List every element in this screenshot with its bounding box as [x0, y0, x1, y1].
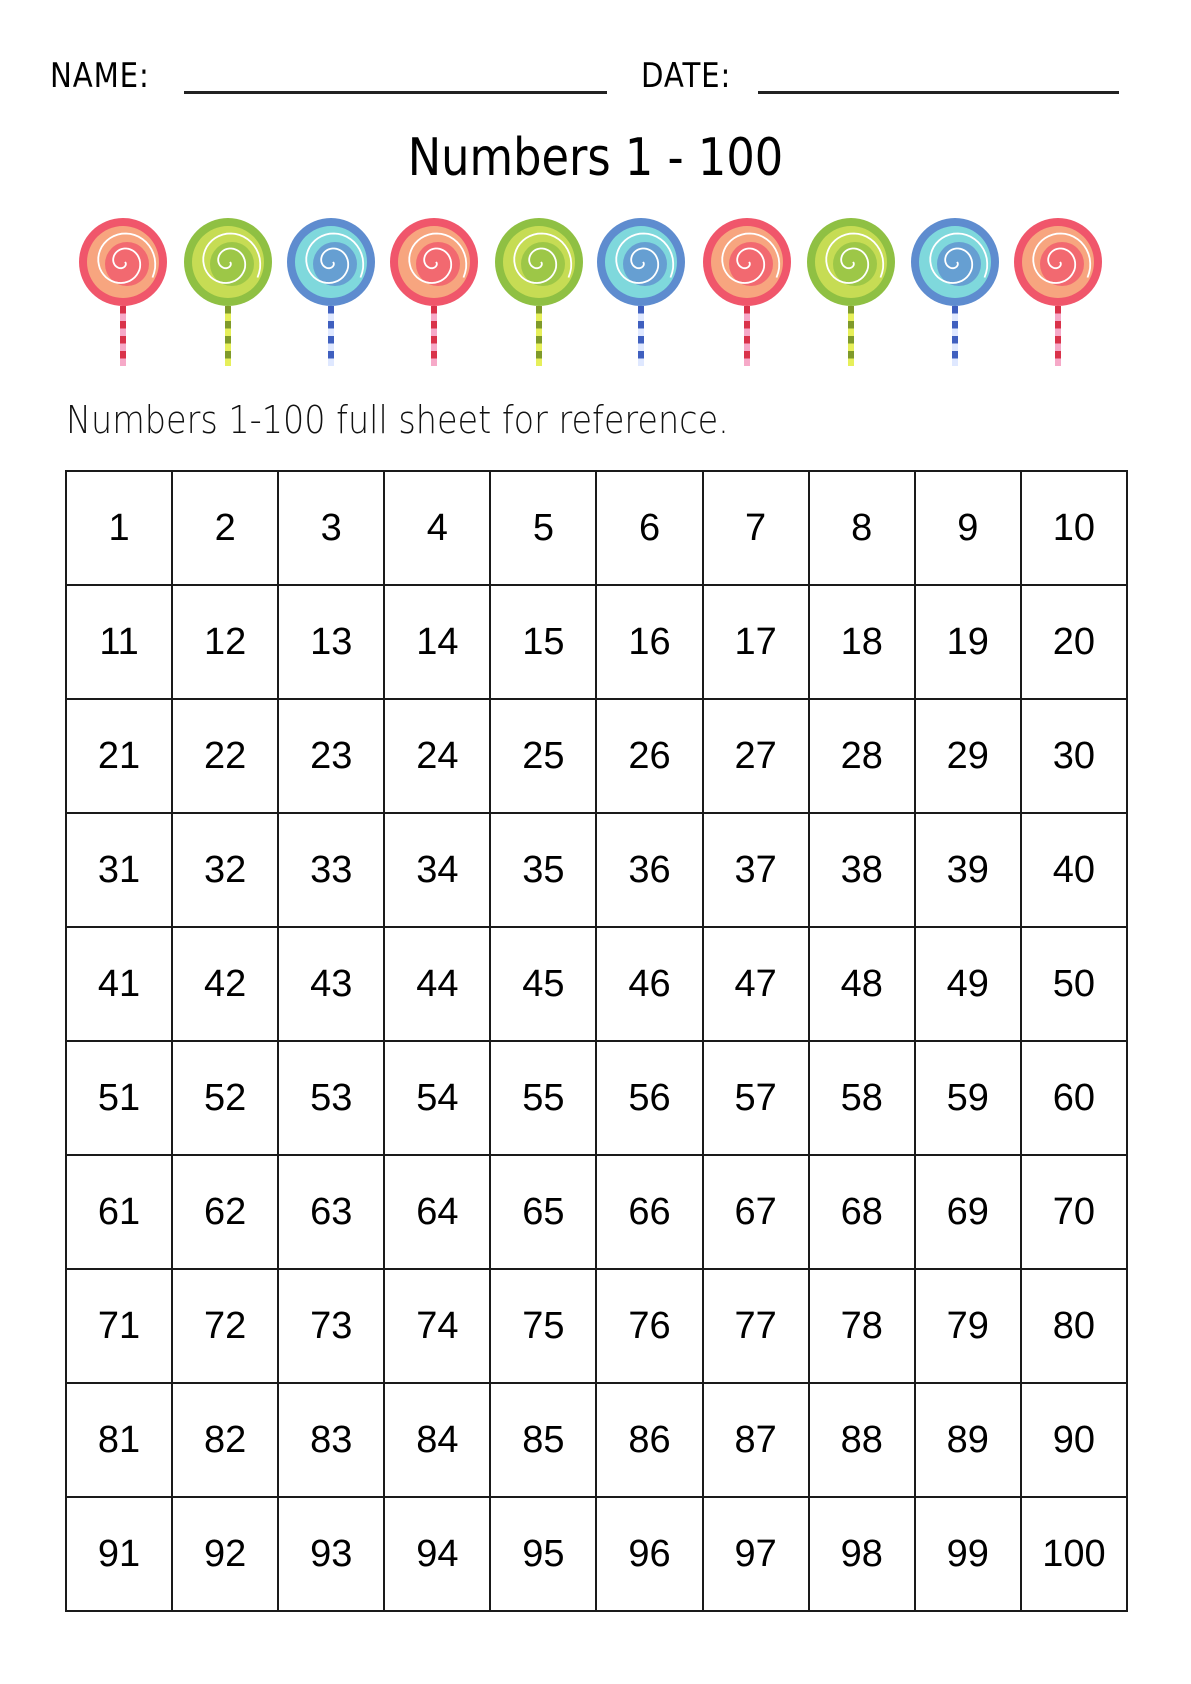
number-cell: 1 [66, 471, 172, 585]
name-write-line[interactable] [184, 91, 607, 94]
number-cell: 80 [1021, 1269, 1127, 1383]
number-cell: 86 [596, 1383, 702, 1497]
number-cell: 2 [172, 471, 278, 585]
number-cell: 71 [66, 1269, 172, 1383]
number-cell: 65 [490, 1155, 596, 1269]
number-cell: 32 [172, 813, 278, 927]
number-cell: 82 [172, 1383, 278, 1497]
number-cell: 57 [703, 1041, 809, 1155]
number-cell: 83 [278, 1383, 384, 1497]
number-cell: 52 [172, 1041, 278, 1155]
lollipop-icon [597, 218, 685, 366]
number-cell: 14 [384, 585, 490, 699]
number-cell: 47 [703, 927, 809, 1041]
number-cell: 41 [66, 927, 172, 1041]
number-cell: 35 [490, 813, 596, 927]
table-row [66, 1383, 1127, 1497]
number-cell: 11 [66, 585, 172, 699]
lollipop-icon [807, 218, 895, 366]
number-cell: 68 [809, 1155, 915, 1269]
number-cell: 43 [278, 927, 384, 1041]
table-row [66, 585, 1127, 699]
number-cell: 36 [596, 813, 702, 927]
lollipop-decoration-banner [0, 210, 1191, 390]
number-cell: 96 [596, 1497, 702, 1611]
number-cell: 62 [172, 1155, 278, 1269]
number-cell: 23 [278, 699, 384, 813]
number-cell: 63 [278, 1155, 384, 1269]
number-cell: 58 [809, 1041, 915, 1155]
number-cell: 34 [384, 813, 490, 927]
lollipop-icon [184, 218, 272, 366]
number-cell: 45 [490, 927, 596, 1041]
table-row [66, 1497, 1127, 1611]
number-cell: 17 [703, 585, 809, 699]
number-cell: 59 [915, 1041, 1021, 1155]
number-cell: 89 [915, 1383, 1021, 1497]
table-row [66, 927, 1127, 1041]
number-cell: 77 [703, 1269, 809, 1383]
number-cell: 72 [172, 1269, 278, 1383]
number-cell: 69 [915, 1155, 1021, 1269]
number-cell: 78 [809, 1269, 915, 1383]
name-label: NAME: [50, 56, 150, 96]
number-cell: 73 [278, 1269, 384, 1383]
number-cell: 90 [1021, 1383, 1127, 1497]
number-cell: 85 [490, 1383, 596, 1497]
number-cell: 20 [1021, 585, 1127, 699]
number-cell: 5 [490, 471, 596, 585]
number-cell: 37 [703, 813, 809, 927]
hundred-chart-table [65, 470, 1128, 1612]
table-row [66, 471, 1127, 585]
number-cell: 16 [596, 585, 702, 699]
lollipop-icon [495, 218, 583, 366]
number-cell: 48 [809, 927, 915, 1041]
table-row [66, 813, 1127, 927]
number-cell: 3 [278, 471, 384, 585]
number-cell: 99 [915, 1497, 1021, 1611]
number-cell: 19 [915, 585, 1021, 699]
number-cell: 15 [490, 585, 596, 699]
number-cell: 46 [596, 927, 702, 1041]
number-cell: 64 [384, 1155, 490, 1269]
date-label: DATE: [641, 56, 732, 96]
number-cell: 38 [809, 813, 915, 927]
number-cell: 75 [490, 1269, 596, 1383]
number-cell: 92 [172, 1497, 278, 1611]
lollipop-icon [1014, 218, 1102, 366]
lollipop-icon [390, 218, 478, 366]
number-cell: 98 [809, 1497, 915, 1611]
number-cell: 56 [596, 1041, 702, 1155]
number-cell: 39 [915, 813, 1021, 927]
number-cell: 13 [278, 585, 384, 699]
number-cell: 21 [66, 699, 172, 813]
number-cell: 88 [809, 1383, 915, 1497]
number-cell: 97 [703, 1497, 809, 1611]
lollipop-icon [79, 218, 167, 366]
number-cell: 12 [172, 585, 278, 699]
table-row [66, 1041, 1127, 1155]
number-cell: 81 [66, 1383, 172, 1497]
number-cell: 50 [1021, 927, 1127, 1041]
number-cell: 100 [1021, 1497, 1127, 1611]
number-cell: 87 [703, 1383, 809, 1497]
number-cell: 24 [384, 699, 490, 813]
number-cell: 30 [1021, 699, 1127, 813]
number-cell: 55 [490, 1041, 596, 1155]
number-cell: 60 [1021, 1041, 1127, 1155]
number-cell: 51 [66, 1041, 172, 1155]
number-cell: 76 [596, 1269, 702, 1383]
number-cell: 8 [809, 471, 915, 585]
number-cell: 54 [384, 1041, 490, 1155]
page-title: Numbers 1 - 100 [407, 128, 784, 188]
number-cell: 40 [1021, 813, 1127, 927]
number-cell: 67 [703, 1155, 809, 1269]
number-cell: 26 [596, 699, 702, 813]
number-cell: 25 [490, 699, 596, 813]
number-cell: 79 [915, 1269, 1021, 1383]
number-cell: 53 [278, 1041, 384, 1155]
number-cell: 6 [596, 471, 702, 585]
number-cell: 44 [384, 927, 490, 1041]
number-cell: 18 [809, 585, 915, 699]
lollipop-icon [287, 218, 375, 366]
number-cell: 4 [384, 471, 490, 585]
number-cell: 91 [66, 1497, 172, 1611]
number-cell: 9 [915, 471, 1021, 585]
number-cell: 31 [66, 813, 172, 927]
table-row [66, 699, 1127, 813]
number-cell: 61 [66, 1155, 172, 1269]
number-cell: 66 [596, 1155, 702, 1269]
lollipop-icon [911, 218, 999, 366]
number-cell: 42 [172, 927, 278, 1041]
number-cell: 29 [915, 699, 1021, 813]
table-row [66, 1269, 1127, 1383]
number-cell: 7 [703, 471, 809, 585]
lollipop-icon [703, 218, 791, 366]
table-row [66, 1155, 1127, 1269]
date-write-line[interactable] [758, 91, 1119, 94]
number-cell: 49 [915, 927, 1021, 1041]
number-cell: 22 [172, 699, 278, 813]
number-cell: 93 [278, 1497, 384, 1611]
number-cell: 95 [490, 1497, 596, 1611]
subtitle: Numbers 1-100 full sheet for reference. [66, 398, 729, 442]
number-cell: 94 [384, 1497, 490, 1611]
number-cell: 28 [809, 699, 915, 813]
number-cell: 33 [278, 813, 384, 927]
number-cell: 84 [384, 1383, 490, 1497]
number-cell: 70 [1021, 1155, 1127, 1269]
number-cell: 10 [1021, 471, 1127, 585]
number-cell: 74 [384, 1269, 490, 1383]
number-cell: 27 [703, 699, 809, 813]
